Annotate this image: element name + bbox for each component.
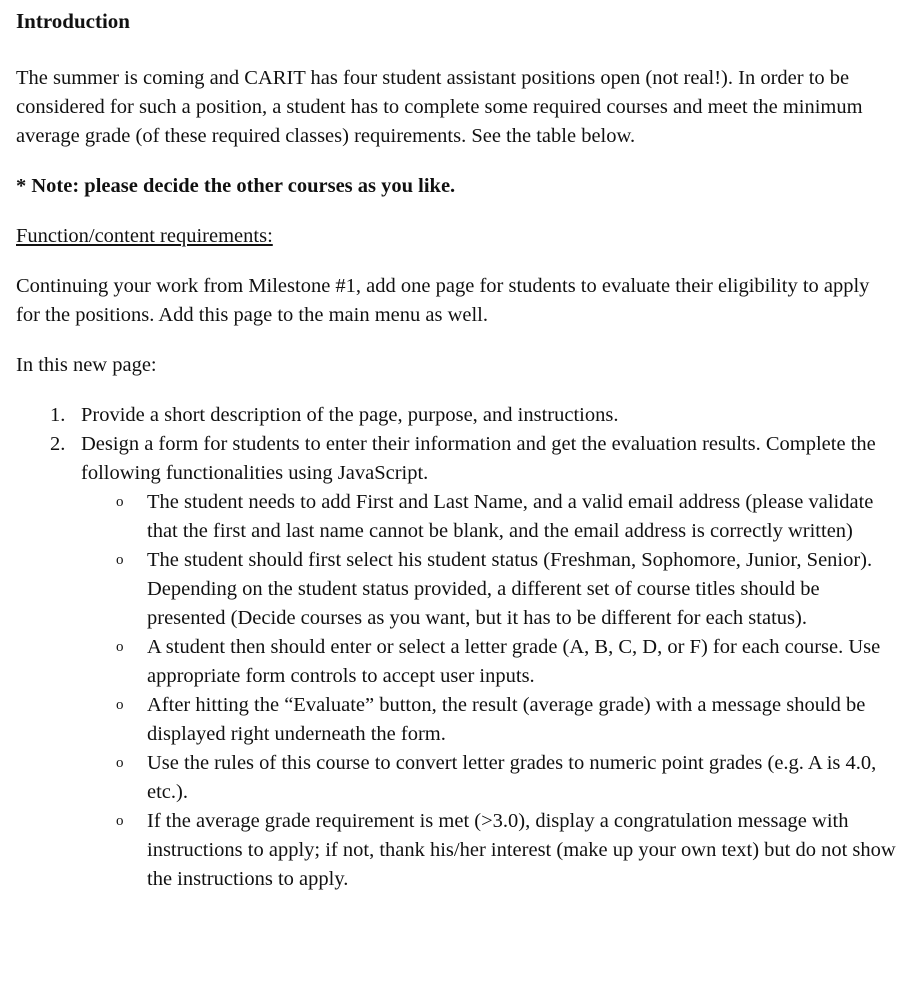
hollow-bullet-icon: o [116,552,124,568]
sub-list-item [16,633,896,691]
list-item [16,430,896,894]
continuing-paragraph: Continuing your work from Milestone #1, add one page for students to evaluate their eligibility to apply for the positions. Add this page to the main menu as well. [16,275,870,326]
sub-list-item-text: The student needs to add First and Last Name, and a valid email address (please validate that the first and last name cannot be blank, and the email address is correctly written) [147,491,874,542]
hollow-bullet-icon: o [116,755,124,771]
sub-list-item-text: If the average grade requirement is met (>3.0), display a congratulation message with instructions to apply; if not, thank his/her interest (make up your own text) but do not show the instructions to apply. [147,810,896,890]
steps-list [16,401,896,894]
hollow-bullet-icon: o [116,639,124,655]
sub-list-item-text: Use the rules of this course to convert letter grades to numeric point grades (e.g. A is 4.0, etc.). [147,752,877,803]
hollow-bullet-icon: o [116,697,124,713]
sub-list-item [16,807,896,894]
hollow-bullet-icon: o [116,813,124,829]
in-page-label: In this new page: [16,354,157,376]
hollow-bullet-icon: o [116,494,124,510]
list-item-text: Provide a short description of the page, purpose, and instructions. [81,404,619,426]
sub-list-item [16,546,896,633]
sub-list-item [16,749,896,807]
note-paragraph: * Note: please decide the other courses as you like. [16,175,456,197]
list-number: 1. [50,404,66,426]
list-number: 2. [50,433,66,455]
sub-list [81,488,896,894]
requirements-heading: Function/content requirements: [16,225,273,247]
section-heading: Introduction [16,9,130,33]
sub-list-item-text: A student then should enter or select a letter grade (A, B, C, D, or F) for each course. Use appropriate form controls to accept user inputs. [147,636,881,687]
sub-list-item [16,488,896,546]
intro-paragraph: The summer is coming and CARIT has four student assistant positions open (not real!). In order to be considered for such a position, a student has to complete some required courses and meet the minimum average grade (of these required classes) requirements. See the table below. [16,67,863,147]
sub-list-item-text: After hitting the “Evaluate” button, the result (average grade) with a message should be displayed right underneath the form. [147,694,866,745]
sub-list-item-text: The student should first select his student status (Freshman, Sophomore, Junior, Senior). Depending on the student status provided, a different set of course titles should be presented (Decide courses as you want, but it has to be different for each status). [147,549,873,629]
list-item [16,401,896,430]
list-item-text: Design a form for students to enter their information and get the evaluation results. Complete the following functionalities using JavaScript. [81,433,876,484]
sub-list-item [16,691,896,749]
